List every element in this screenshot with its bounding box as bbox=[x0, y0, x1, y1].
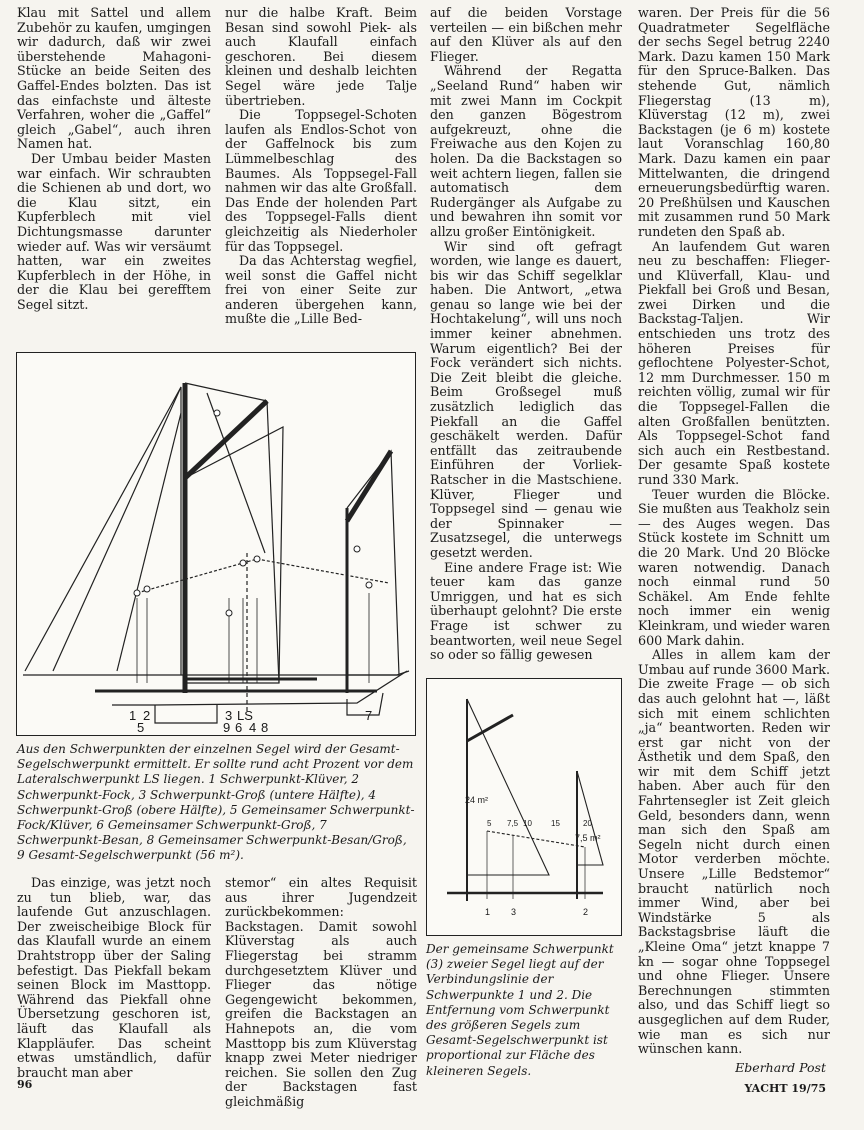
paragraph: Teuer wurden die Blöcke. Sie mußten aus Teakholz sein — des Auges wegen. Das Stück kostete im Schnitt um die 20 Mark. Und 20 Blöcke waren notwendig. Danach noch einmal rund 50 Schäkel. Am Ende fehlte noch immer ein wenig Kleinkram, und wieder waren 600 Mark dahin. bbox=[638, 486, 830, 648]
column-1-top bbox=[17, 6, 211, 312]
sail-plan-figure bbox=[16, 352, 416, 736]
paragraph: nur die halbe Kraft. Beim Besan sind sowohl Piek- als auch Klaufall einfach geschoren. Bei diesem kleinen und deshalb leichten Segel wäre jede Talje übertrieben. bbox=[225, 5, 417, 108]
column-3 bbox=[430, 6, 622, 663]
column-1-bottom bbox=[17, 876, 211, 1080]
label-8: 8 bbox=[261, 720, 269, 735]
page-number: 96 bbox=[17, 1078, 33, 1091]
label-9: 9 bbox=[223, 720, 231, 735]
paragraph: Da das Achterstag wegfiel, weil sonst die Gaffel nicht frei von einer Seite zur anderen übergehen kann, mußte die „Lille Bed- bbox=[225, 253, 417, 327]
scale-20: 20 bbox=[583, 819, 592, 828]
paragraph: Während der Regatta „Seeland Rund“ haben wir mit zwei Mann im Cockpit den ganzen Bögestrom aufgekreuzt, ohne die Freiwache aus den Kojen zu holen. Da die Backstagen so weit achtern liegen, fallen sie automatisch dem Rudergänger als Aufgabe zu und bewahren ihn somit vor allzu großer Eintönigkeit. bbox=[430, 63, 622, 239]
paragraph: Der Umbau beider Masten war einfach. Wir schraubten die Schienen ab und dort, wo die Klau sitzt, ein Kupferblech mit viel Dichtungsmasse darunter wieder auf. Was wir versäumt hatten, war ein zweites Kupferblech in der Höhe, in der die Klau bei gerefftem Segel sitzt. bbox=[17, 150, 211, 312]
label-3: 3 bbox=[511, 907, 517, 917]
label-4: 4 bbox=[249, 720, 257, 735]
scale-7-5: 7,5 bbox=[507, 819, 519, 828]
paragraph: stemor“ ein altes Requisit aus ihrer Jugendzeit zurückbekommen: Backstagen. Damit sowohl Klüverstag als auch Fliegerstag bei stramm durchgesetztem Klüver und Flieger das nötige Gegengewicht bekommen, greifen die Backstagen an Hahnepots an, die vom Masttopp bis zum Klüverstag knapp zwei Meter niedriger reichen. Sie sollen den Zug der Backstagen fast gleichmäßig bbox=[225, 875, 417, 1109]
scale-5: 5 bbox=[487, 819, 492, 828]
paragraph: An laufendem Gut waren neu zu beschaffen: Flieger- und Klüverfall, Klau- und Piekfall bei Groß und Besan, zwei Dirken und die Backstag-Taljen. Wir entschieden uns trotz des höheren Preises für geflochtene Polyester-Schot, 12 mm Durchmesser. 150 m reichten völlig, zumal wir für die Toppsegel-Fallen die alten Großfallen benützten. Als Toppsegel-Schot fand sich auch ein Restbestand. Der gesamte Spaß kostete rund 330 Mark. bbox=[638, 238, 830, 487]
scale-15: 15 bbox=[551, 819, 560, 828]
scale-10: 10 bbox=[523, 819, 532, 828]
figure-caption: Aus den Schwerpunkten der einzelnen Segel wird der Gesamt-Segelschwerpunkt ermittelt. Er sollte rund acht Prozent vor dem Lateralschwerpunkt LS liegen. 1 Schwerpunkt-Klüver, 2 Schwerpunkt-Fock, 3 Schwerpunkt-Groß (untere Hälfte), 4 Schwerpunkt-Groß (obere Hälfte), 5 Gemeinsamer Schwerpunkt-Fock/Klüver, 6 Gemeinsamer Schwerpunkt-Groß, 7 Schwerpunkt-Besan, 8 Gemeinsamer Schwerpunkt-Besan/Groß, 9 Gesamt-Segelschwerpunkt (56 m²). bbox=[17, 742, 415, 863]
area-small: 7,5 m² bbox=[575, 833, 601, 843]
column-2-top bbox=[225, 6, 417, 327]
label-2: 2 bbox=[583, 907, 589, 917]
area-big: 24 m² bbox=[465, 795, 489, 805]
magazine-issue: YACHT 19/75 bbox=[744, 1082, 826, 1095]
paragraph: auf die beiden Vorstage verteilen — ein bißchen mehr auf den Klüver als auf den Flieger. bbox=[430, 5, 622, 64]
paragraph: Alles in allem kam der Umbau auf runde 3600 Mark. Die zweite Frage — ob sich das auch gelohnt hat —, läßt sich mit einem schlichten „ja“ beantworten. Reden wir erst gar nicht von der Ästhetik und dem Spaß, den wir mit dem Schiff jetzt haben. Aber auch für den Fahrtensegler ist Zeit gleich Geld, besonders dann, wenn man sich den Spaß am Segeln nicht durch einen Motor verderben möchte. Unsere „Lille Bedstemor“ braucht natürlich noch immer Wind, aber bei Windstärke 5 als Backstagsbrise läuft die „Kleine Oma“ jetzt knappe 7 kn — sogar ohne Toppsegel und ohne Flieger. Unsere Berechnungen stimmten also, und das Schiff liegt so ausgeglichen auf dem Ruder, wie man es sich nur wünschen kann. bbox=[638, 647, 830, 1057]
paragraph: Wir sind oft gefragt worden, wie lange es dauert, bis wir das Schiff segelklar haben. Die Antwort, „etwa genau so lange wie bei der Hochtakelung“, will uns noch immer keiner abnehmen. Warum eigentlich? Bei der Fock verändert sich nichts. Die Zeit bleibt die gleiche. Beim Großsegel muß zusätzlich lediglich das Piekfall an die Gaffel geschäkelt werden. Dafür entfällt das zeitraubende Einführen der Vorliek-Ratscher in die Mastschiene. Klüver, Flieger und Toppsegel sind — genau wie der Spinnaker — Zusatzsegel, die unterwegs gesetzt werden. bbox=[430, 238, 622, 560]
paragraph: Klau mit Sattel und allem Zubehör zu kaufen, umgingen wir dadurch, daß wir zwei überstehende Mahagoni-Stücke an beide Seiten des Gaffel-Endes bolzten. Das ist das einfachste und älteste Verfahren, woher die „Gaffel“ gleich „Gabel“, auch ihren Namen hat. bbox=[17, 5, 211, 152]
figure-caption-2: Der gemeinsame Schwerpunkt (3) zweier Segel liegt auf der Verbindungslinie der Schwerpunkte 1 und 2. Die Entfernung vom Schwerpunkt des größeren Segels zum Gesamt-Segelschwerpunkt ist proportional zur Fläche des kleineren Segels. bbox=[426, 942, 614, 1078]
author: Eberhard Post bbox=[735, 1060, 826, 1075]
sail-plan-drawing bbox=[17, 353, 415, 735]
label-3: 3 bbox=[225, 708, 233, 723]
label-1: 1 bbox=[485, 907, 491, 917]
paragraph: Eine andere Frage ist: Wie teuer kam das ganze Umriggen, und hat es sich überhaupt gelohnt? Die erste Frage ist schwer zu beantworten, weil neue Segel so oder so fällig gewesen bbox=[430, 559, 622, 663]
paragraph: Das einzige, was jetzt noch zu tun blieb, war, das laufende Gut anzuschlagen. Der zweischeibige Block für das Klaufall wurde an einem Drahtstropp über der Saling befestigt. Das Piekfall bekam seinen Block im Masttopp. Während das Piekfall ohne Übersetzung geschoren ist, läuft das Klaufall als Klappläufer. Das scheint etwas umständlich, dafür braucht man aber bbox=[17, 875, 211, 1080]
two-sails-drawing bbox=[427, 679, 621, 935]
label-5: 5 bbox=[137, 720, 145, 735]
label-1: 1 bbox=[129, 708, 137, 723]
label-2: 2 bbox=[143, 708, 151, 723]
center-of-effort-figure bbox=[426, 678, 622, 936]
label-6: 6 bbox=[235, 720, 243, 735]
paragraph: Die Toppsegel-Schoten laufen als Endlos-Schot von der Gaffelnock bis zum Lümmelbeschlag des Baumes. Als Toppsegel-Fall nahmen wir das alte Großfall. Das Ende der holenden Part des Toppsegel-Falls dient gleichzeitig als Niederholer für das Toppsegel. bbox=[225, 107, 417, 254]
column-2-bottom bbox=[225, 876, 417, 1110]
paragraph: waren. Der Preis für die 56 Quadratmeter Segelfläche der sechs Segel betrug 2240 Mark. Dazu kamen 150 Mark für den Spruce-Balken. Das stehende Gut, nämlich Fliegerstag (13 m), Klüverstag (12 m), zwei Backstagen (je 6 m) kostete laut Voranschlag 160,80 Mark. Dazu kamen ein paar Mittelwanten, die dringend erneuerungsbedürftig waren. 20 Preßhülsen und Kauschen mit zusammen rund 50 Mark rundeten den Spaß ab. bbox=[638, 5, 830, 239]
column-4 bbox=[638, 6, 830, 1057]
label-ls: LS bbox=[237, 708, 253, 723]
label-7: 7 bbox=[365, 708, 373, 723]
